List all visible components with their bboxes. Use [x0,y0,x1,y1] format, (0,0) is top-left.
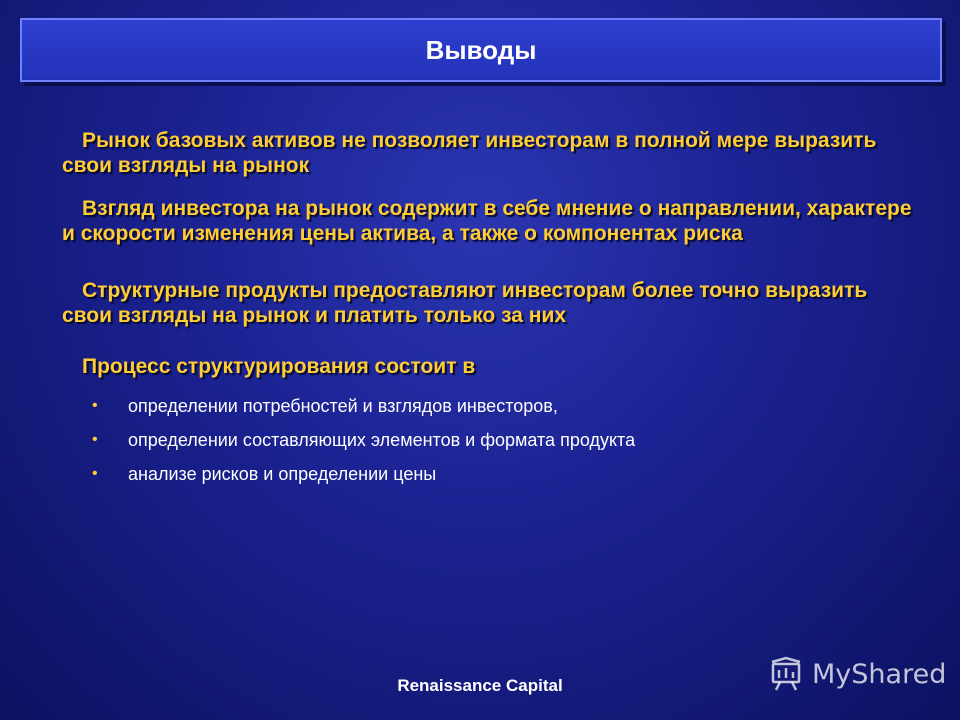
bullet-text: анализе рисков и определении цены [128,464,437,484]
footer-brand: Renaissance Capital [397,676,563,695]
paragraph-2: Взгляд инвестора на рынок содержит в себе мнение о направлении, характере и скорости изменения цены актива, а также о компонентах риска [62,197,912,245]
bullet-item [92,395,922,417]
slide-content [62,128,922,497]
bullet-dot: • [92,465,98,482]
presentation-board-icon [768,656,804,692]
bullet-item [92,463,922,485]
bullet-dot: • [92,397,98,414]
bullet-dot: • [92,431,98,448]
watermark [768,654,946,694]
slide-title: Выводы [425,34,537,65]
paragraph-1: Рынок базовых активов не позволяет инвесторам в полной мере выразить свои взгляды на рынок [62,129,877,177]
paragraph-3: Структурные продукты предоставляют инвесторам более точно выразить свои взгляды на рынок и платить только за них [62,279,868,327]
watermark-text: MyShared [812,658,947,690]
bullet-text: определении потребностей и взглядов инвесторов, [128,396,558,416]
paragraph-4: Процесс структурирования состоит в [82,355,476,378]
title-bar [20,18,942,82]
bullet-text: определении составляющих элементов и формата продукта [128,430,636,450]
bullet-list [62,395,922,485]
bullet-item [92,429,922,451]
